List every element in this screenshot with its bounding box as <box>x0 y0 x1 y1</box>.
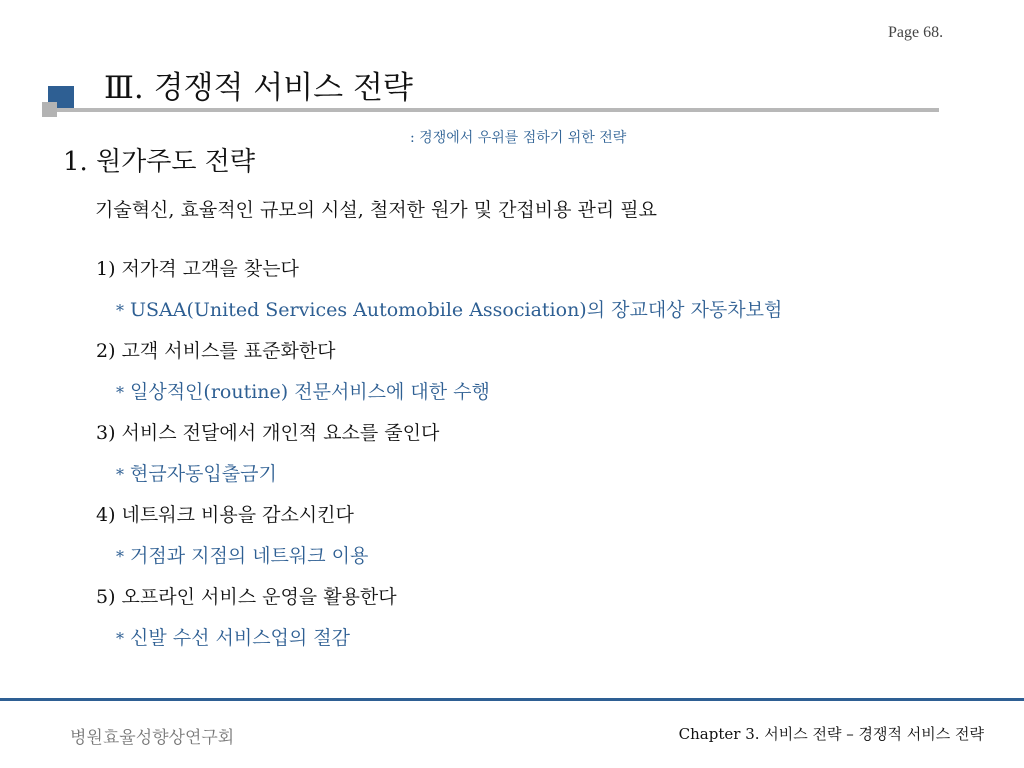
asterisk-bullet-icon: * <box>116 301 124 320</box>
footer-divider <box>0 698 1024 701</box>
page-number: Page 68. <box>888 24 944 41</box>
section-heading: 1. 원가주도 전략 <box>63 147 256 177</box>
strategy-item <box>96 420 976 502</box>
strategy-example <box>96 297 976 338</box>
strategy-label: 3) 서비스 전달에서 개인적 요소를 줄인다 <box>96 422 440 444</box>
strategy-example-text: USAA(United Services Automobile Association)의 장교대상 자동차보험 <box>130 299 783 321</box>
strategy-example <box>96 625 976 666</box>
subtitle-note: : 경쟁에서 우위를 점하기 위한 전략 <box>410 130 627 146</box>
strategy-item <box>96 338 976 420</box>
strategy-example <box>96 461 976 502</box>
footer-organization: 병원효율성향상연구회 <box>70 728 235 748</box>
strategy-example <box>96 543 976 584</box>
strategy-label: 2) 고객 서비스를 표준화한다 <box>96 340 336 362</box>
strategy-example-text: 신발 수선 서비스업의 절감 <box>130 627 351 649</box>
footer-chapter: Chapter 3. 서비스 전략 – 경쟁적 서비스 전략 <box>678 725 984 743</box>
strategy-example-text: 거점과 지점의 네트워크 이용 <box>130 545 369 567</box>
strategy-label: 5) 오프라인 서비스 운영을 활용한다 <box>96 586 397 608</box>
strategy-label: 4) 네트워크 비용을 감소시킨다 <box>96 504 354 526</box>
section-summary: 기술혁신, 효율적인 규모의 시설, 철저한 원가 및 간접비용 관리 필요 <box>95 199 657 221</box>
strategy-item <box>96 584 976 666</box>
strategy-example <box>96 379 976 420</box>
slide-title: Ⅲ. 경쟁적 서비스 전략 <box>104 70 413 106</box>
strategy-example-text: 일상적인(routine) 전문서비스에 대한 수행 <box>130 381 490 403</box>
asterisk-bullet-icon: * <box>116 629 124 648</box>
strategy-list <box>96 256 976 666</box>
strategy-item <box>96 256 976 338</box>
strategy-label: 1) 저가격 고객을 찾는다 <box>96 258 299 280</box>
asterisk-bullet-icon: * <box>116 465 124 484</box>
asterisk-bullet-icon: * <box>116 383 124 402</box>
strategy-example-text: 현금자동입출금기 <box>130 463 277 485</box>
strategy-item <box>96 502 976 584</box>
title-divider <box>57 108 939 112</box>
asterisk-bullet-icon: * <box>116 547 124 566</box>
title-accent-small-square <box>42 102 57 117</box>
